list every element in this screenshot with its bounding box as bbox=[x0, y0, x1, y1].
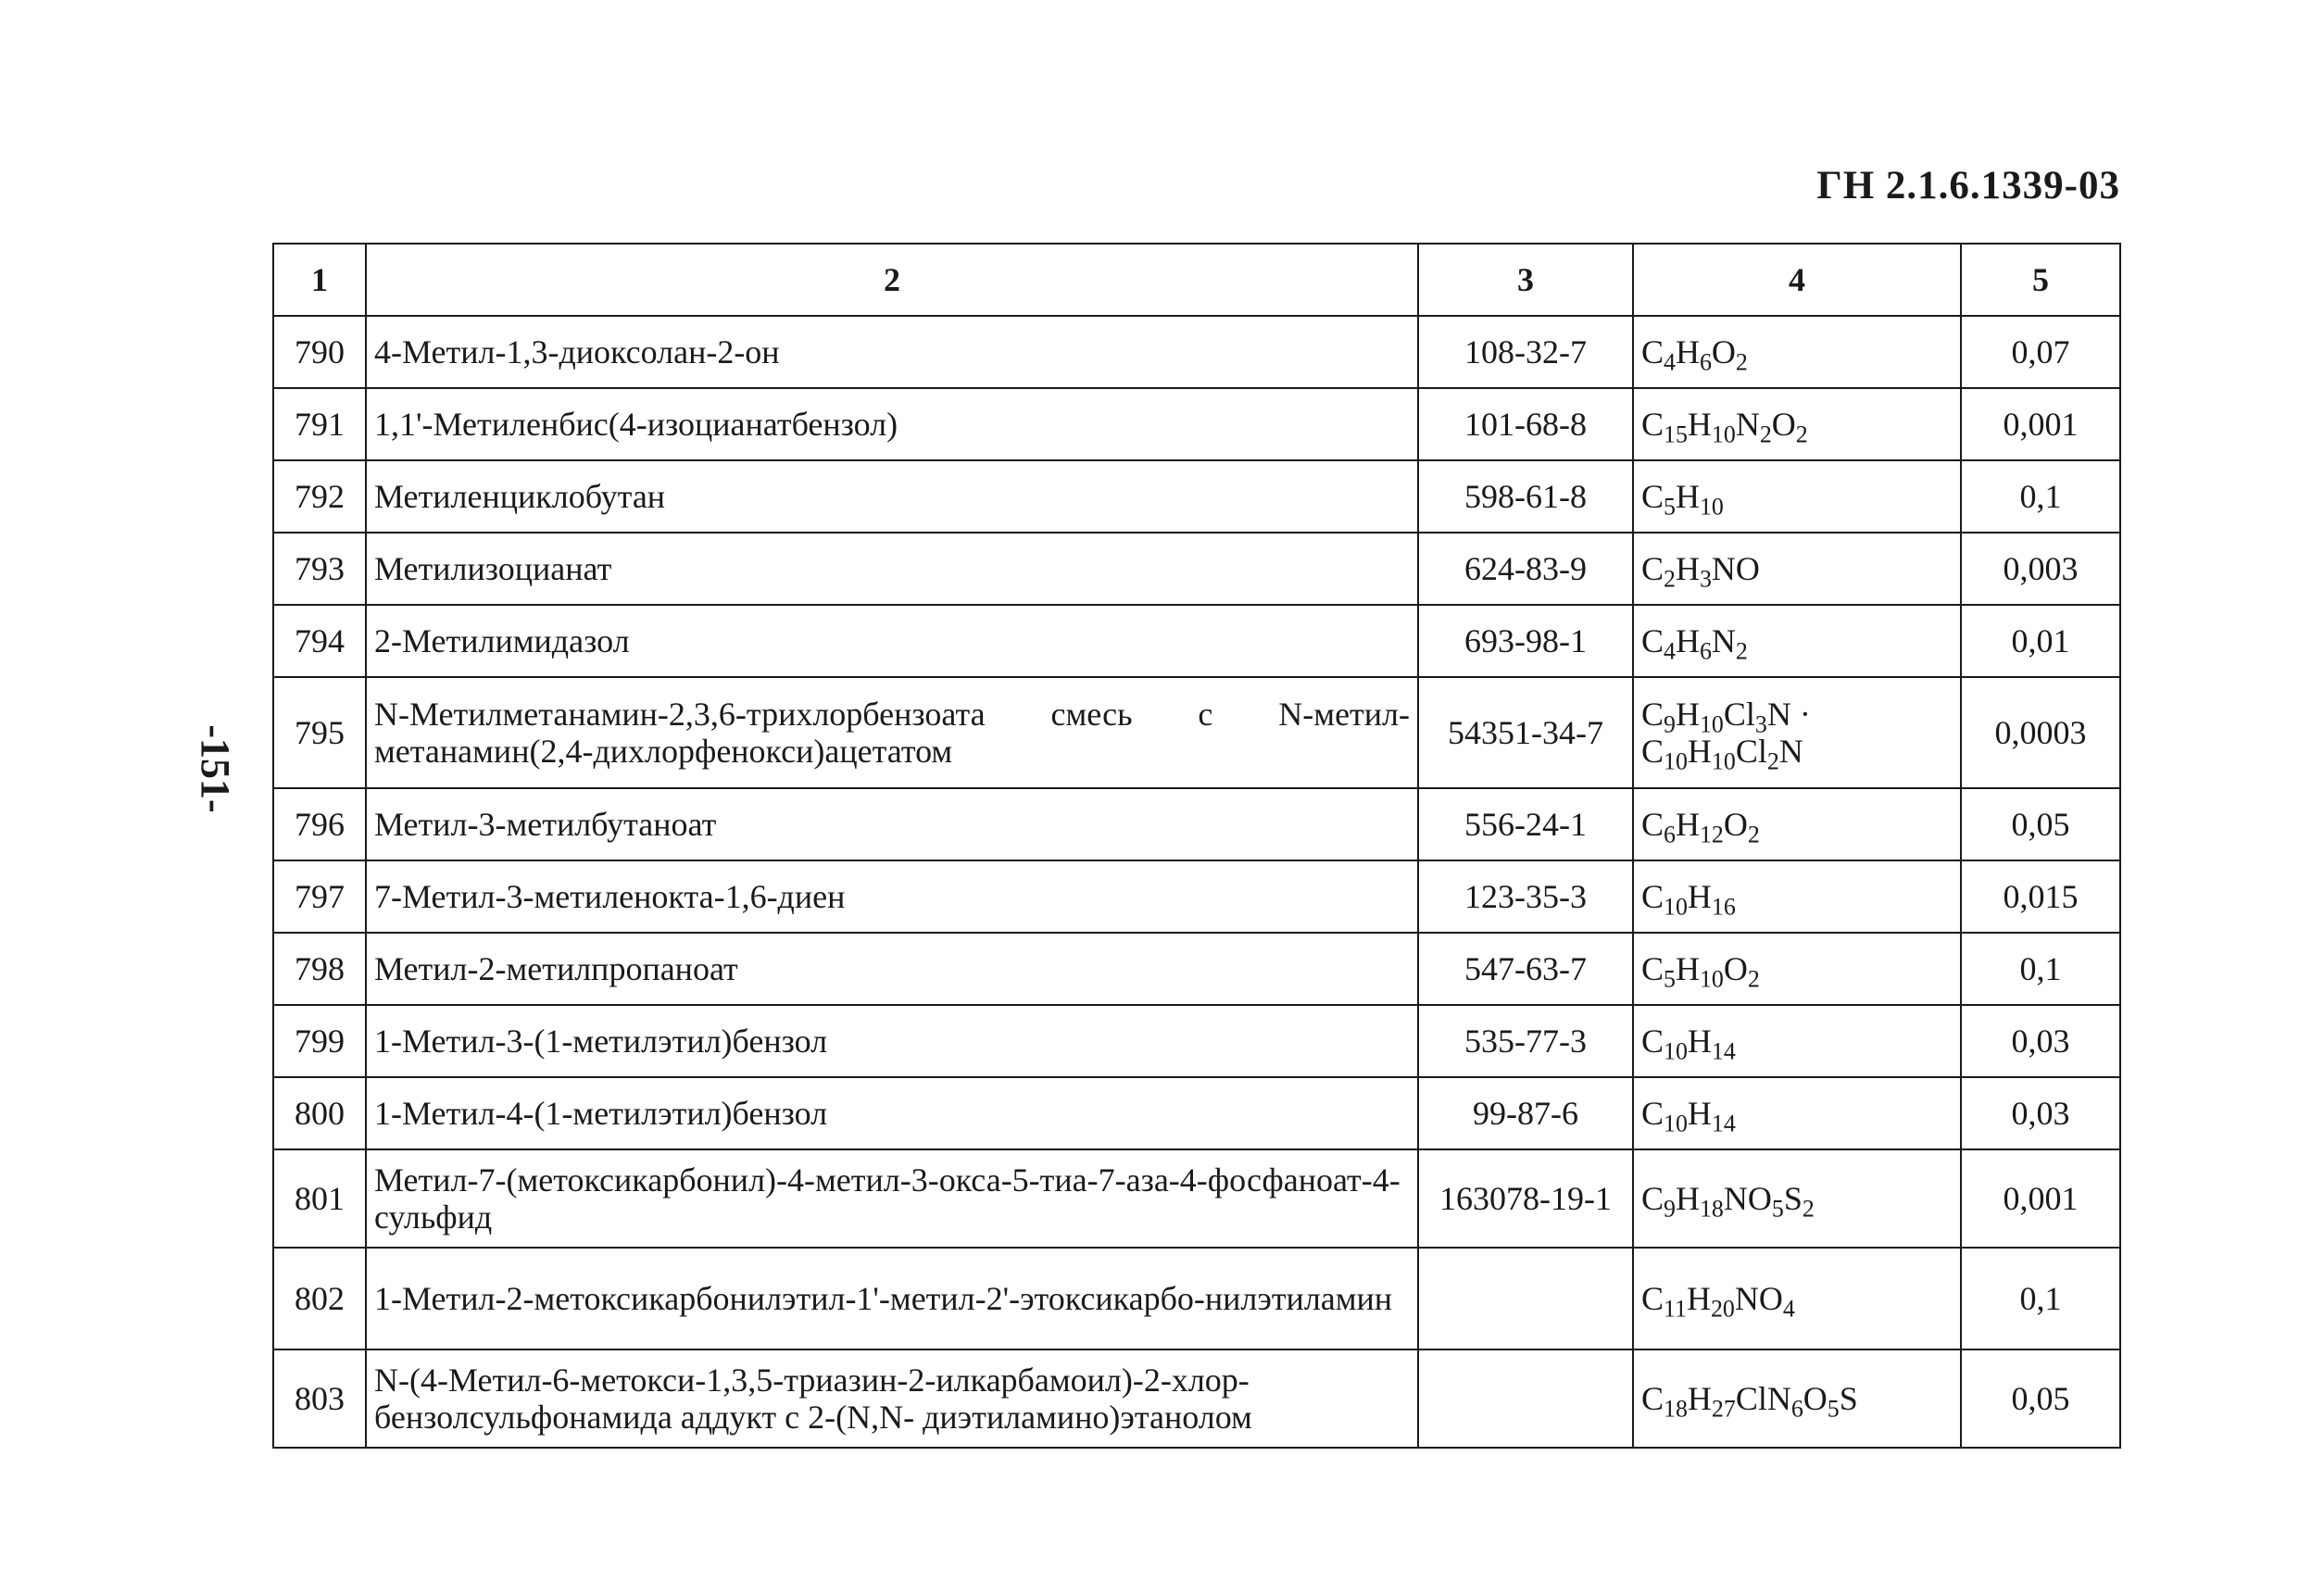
formula-text: C bbox=[1641, 1279, 1664, 1317]
formula-subscript: 2 bbox=[1664, 565, 1676, 593]
formula-text: C bbox=[1641, 733, 1664, 770]
substance-name: Метил-3-метилбутаноат bbox=[366, 788, 1418, 860]
limit-value: 0,07 bbox=[1961, 316, 2120, 388]
formula-text: S bbox=[1783, 1179, 1803, 1217]
formula-subscript: 27 bbox=[1711, 1395, 1736, 1423]
formula-text: N bbox=[1735, 405, 1760, 443]
formula-text: H bbox=[1675, 477, 1700, 515]
table-row bbox=[273, 460, 2120, 533]
header-row bbox=[273, 244, 2120, 316]
column-header-3: 3 bbox=[1418, 244, 1633, 316]
limit-value: 0,1 bbox=[1961, 460, 2120, 533]
formula-line bbox=[1641, 1094, 1953, 1137]
formula-text: N bbox=[1711, 621, 1736, 659]
chemical-formula bbox=[1633, 1248, 1961, 1349]
substance-name: 1-Метил-3-(1-метилэтил)бензол bbox=[366, 1005, 1418, 1077]
cas-number: 54351-34-7 bbox=[1418, 677, 1633, 788]
substance-name: Метилизоцианат bbox=[366, 533, 1418, 605]
formula-subscript: 2 bbox=[1735, 348, 1748, 376]
row-number: 800 bbox=[273, 1077, 366, 1149]
formula-subscript: 14 bbox=[1711, 1037, 1736, 1065]
substance-name: Метил-2-метилпропаноат bbox=[366, 933, 1418, 1005]
table-row bbox=[273, 605, 2120, 677]
formula-text: H bbox=[1687, 1022, 1712, 1060]
formula-subscript: 11 bbox=[1664, 1295, 1687, 1323]
cas-number: 693-98-1 bbox=[1418, 605, 1633, 677]
formula-subscript: 5 bbox=[1664, 965, 1676, 993]
row-number: 799 bbox=[273, 1005, 366, 1077]
formula-subscript: 10 bbox=[1711, 420, 1736, 448]
formula-subscript: 5 bbox=[1771, 1195, 1784, 1223]
formula-subscript: 9 bbox=[1664, 709, 1676, 737]
formula-text: H bbox=[1675, 805, 1700, 843]
formula-line bbox=[1641, 1179, 1953, 1223]
substance-name: 2-Метилимидазол bbox=[366, 605, 1418, 677]
formula-text: ClN bbox=[1735, 1379, 1791, 1417]
formula-subscript: 5 bbox=[1664, 493, 1676, 521]
chemical-formula bbox=[1633, 860, 1961, 933]
table-row bbox=[273, 533, 2120, 605]
cas-number: 99-87-6 bbox=[1418, 1077, 1633, 1149]
chemical-formula bbox=[1633, 1005, 1961, 1077]
chemical-formula bbox=[1633, 533, 1961, 605]
formula-line bbox=[1641, 733, 1953, 775]
formula-subscript: 2 bbox=[1795, 420, 1808, 448]
formula-subscript: 15 bbox=[1664, 420, 1688, 448]
substance-name: 4-Метил-1,3-диоксолан-2-он bbox=[366, 316, 1418, 388]
formula-text: C bbox=[1641, 1022, 1664, 1060]
column-header-4: 4 bbox=[1633, 244, 1961, 316]
formula-subscript: 20 bbox=[1710, 1295, 1735, 1323]
substance-name: 7-Метил-3-метиленокта-1,6-диен bbox=[366, 860, 1418, 933]
row-number: 801 bbox=[273, 1149, 366, 1248]
table-row bbox=[273, 316, 2120, 388]
formula-subscript: 12 bbox=[1699, 821, 1724, 848]
formula-text: H bbox=[1675, 621, 1700, 659]
formula-text: C bbox=[1641, 549, 1664, 587]
formula-subscript: 14 bbox=[1711, 1110, 1736, 1137]
formula-text: H bbox=[1675, 1179, 1700, 1217]
formula-text: Cl bbox=[1735, 733, 1767, 770]
formula-text: H bbox=[1687, 877, 1712, 915]
formula-text: N · bbox=[1766, 695, 1811, 733]
cas-number: 108-32-7 bbox=[1418, 316, 1633, 388]
table-body bbox=[273, 316, 2120, 1448]
formula-subscript: 18 bbox=[1699, 1195, 1724, 1223]
limit-value: 0,1 bbox=[1961, 1248, 2120, 1349]
formula-subscript: 6 bbox=[1664, 821, 1676, 848]
formula-text: H bbox=[1687, 405, 1712, 443]
row-number: 798 bbox=[273, 933, 366, 1005]
chemical-formula bbox=[1633, 388, 1961, 460]
formula-text: H bbox=[1687, 1094, 1712, 1132]
formula-text: H bbox=[1686, 1279, 1711, 1317]
formula-subscript: 10 bbox=[1699, 493, 1724, 521]
table-header bbox=[273, 244, 2120, 316]
formula-text: C bbox=[1641, 877, 1664, 915]
formula-subscript: 10 bbox=[1699, 709, 1724, 737]
row-number: 793 bbox=[273, 533, 366, 605]
formula-subscript: 2 bbox=[1802, 1195, 1815, 1223]
formula-subscript: 5 bbox=[1827, 1395, 1840, 1423]
formula-subscript: 2 bbox=[1747, 965, 1760, 993]
chemical-formula bbox=[1633, 605, 1961, 677]
formula-text: O bbox=[1723, 949, 1748, 987]
formula-text: NO bbox=[1723, 1179, 1772, 1217]
formula-line bbox=[1641, 477, 1953, 521]
formula-text: N bbox=[1778, 733, 1803, 770]
substance-name: Метил-7-(метоксикарбонил)-4-метил-3-окса-5-тиа-7-аза-4-фосфаноат-4-сульфид bbox=[366, 1149, 1418, 1248]
formula-subscript: 18 bbox=[1664, 1395, 1688, 1423]
formula-subscript: 9 bbox=[1664, 1195, 1676, 1223]
formula-line bbox=[1641, 877, 1953, 921]
cas-number: 624-83-9 bbox=[1418, 533, 1633, 605]
formula-text: H bbox=[1675, 333, 1700, 370]
formula-text: NO bbox=[1734, 1279, 1783, 1317]
formula-subscript: 16 bbox=[1711, 893, 1736, 921]
formula-subscript: 4 bbox=[1664, 637, 1676, 665]
formula-line bbox=[1641, 805, 1953, 848]
formula-subscript: 2 bbox=[1766, 747, 1779, 775]
table-row bbox=[273, 1149, 2120, 1248]
row-number: 790 bbox=[273, 316, 366, 388]
substance-name: N-Метилметанамин-2,3,6-трихлорбензоата смесь с N-метил-метанамин(2,4-дихлорфенокси)ацетатом bbox=[366, 677, 1418, 788]
formula-subscript: 10 bbox=[1664, 1110, 1688, 1137]
limit-value: 0,0003 bbox=[1961, 677, 2120, 788]
column-header-5: 5 bbox=[1961, 244, 2120, 316]
formula-text: H bbox=[1687, 733, 1712, 770]
limit-value: 0,003 bbox=[1961, 533, 2120, 605]
row-number: 796 bbox=[273, 788, 366, 860]
formula-line bbox=[1641, 1279, 1953, 1323]
formula-line bbox=[1641, 549, 1953, 593]
formula-text: O bbox=[1803, 1379, 1828, 1417]
chemical-formula bbox=[1633, 460, 1961, 533]
table-row bbox=[273, 1077, 2120, 1149]
table-row bbox=[273, 933, 2120, 1005]
table-row bbox=[273, 1349, 2120, 1448]
formula-subscript: 4 bbox=[1664, 348, 1676, 376]
formula-text: C bbox=[1641, 805, 1664, 843]
row-number: 802 bbox=[273, 1248, 366, 1349]
cas-number: 535-77-3 bbox=[1418, 1005, 1633, 1077]
formula-subscript: 6 bbox=[1790, 1395, 1803, 1423]
chemical-formula bbox=[1633, 1349, 1961, 1448]
chemical-formula bbox=[1633, 677, 1961, 788]
chemical-formula bbox=[1633, 788, 1961, 860]
cas-number: 163078-19-1 bbox=[1418, 1149, 1633, 1248]
formula-subscript: 10 bbox=[1664, 747, 1688, 775]
substances-table bbox=[272, 243, 2121, 1449]
formula-text: C bbox=[1641, 405, 1664, 443]
chemical-formula bbox=[1633, 1149, 1961, 1248]
table-row bbox=[273, 788, 2120, 860]
formula-line bbox=[1641, 949, 1953, 993]
formula-line bbox=[1641, 695, 1953, 737]
table-row bbox=[273, 388, 2120, 460]
chemical-formula bbox=[1633, 1077, 1961, 1149]
formula-subscript: 10 bbox=[1664, 1037, 1688, 1065]
limit-value: 0,05 bbox=[1961, 788, 2120, 860]
table-row bbox=[273, 1248, 2120, 1349]
limit-value: 0,001 bbox=[1961, 388, 2120, 460]
table-row bbox=[273, 677, 2120, 788]
limit-value: 0,03 bbox=[1961, 1005, 2120, 1077]
row-number: 794 bbox=[273, 605, 366, 677]
formula-text: H bbox=[1675, 549, 1700, 587]
formula-subscript: 2 bbox=[1759, 420, 1772, 448]
substance-name: N-(4-Метил-6-метокси-1,3,5-триазин-2-илкарбамоил)-2-хлор-бензолсульфонамида аддукт с 2-(N,N- диэтиламино)этанолом bbox=[366, 1349, 1418, 1448]
limit-value: 0,03 bbox=[1961, 1077, 2120, 1149]
formula-text: H bbox=[1675, 949, 1700, 987]
substance-name: 1-Метил-2-метоксикарбонилэтил-1'-метил-2'-этоксикарбо-нилэтиламин bbox=[366, 1248, 1418, 1349]
row-number: 797 bbox=[273, 860, 366, 933]
formula-line bbox=[1641, 333, 1953, 376]
chemical-formula bbox=[1633, 933, 1961, 1005]
column-header-2: 2 bbox=[366, 244, 1418, 316]
formula-text: S bbox=[1839, 1379, 1858, 1417]
cas-number: 101-68-8 bbox=[1418, 388, 1633, 460]
cas-number: 547-63-7 bbox=[1418, 933, 1633, 1005]
table-row bbox=[273, 860, 2120, 933]
formula-line bbox=[1641, 405, 1953, 448]
formula-line bbox=[1641, 621, 1953, 665]
formula-subscript: 3 bbox=[1699, 565, 1712, 593]
formula-text: C bbox=[1641, 1379, 1664, 1417]
row-number: 795 bbox=[273, 677, 366, 788]
formula-text: O bbox=[1711, 333, 1736, 370]
formula-subscript: 2 bbox=[1735, 637, 1748, 665]
formula-text: H bbox=[1675, 695, 1700, 733]
formula-text: C bbox=[1641, 333, 1664, 370]
limit-value: 0,015 bbox=[1961, 860, 2120, 933]
formula-subscript: 6 bbox=[1699, 348, 1712, 376]
formula-text: NO bbox=[1711, 549, 1760, 587]
cas-number: 598-61-8 bbox=[1418, 460, 1633, 533]
formula-text: C bbox=[1641, 949, 1664, 987]
formula-text: C bbox=[1641, 621, 1664, 659]
limit-value: 0,001 bbox=[1961, 1149, 2120, 1248]
cas-number bbox=[1418, 1248, 1633, 1349]
limit-value: 0,05 bbox=[1961, 1349, 2120, 1448]
formula-text: H bbox=[1687, 1379, 1712, 1417]
page-number: -151- bbox=[193, 724, 238, 813]
limit-value: 0,01 bbox=[1961, 605, 2120, 677]
formula-text: O bbox=[1771, 405, 1796, 443]
formula-subscript: 10 bbox=[1664, 893, 1688, 921]
substance-name: 1,1'-Метиленбис(4-изоцианатбензол) bbox=[366, 388, 1418, 460]
cas-number bbox=[1418, 1349, 1633, 1448]
formula-text: Cl bbox=[1723, 695, 1755, 733]
formula-line bbox=[1641, 1022, 1953, 1065]
cas-number: 556-24-1 bbox=[1418, 788, 1633, 860]
formula-text: C bbox=[1641, 477, 1664, 515]
row-number: 792 bbox=[273, 460, 366, 533]
formula-subscript: 10 bbox=[1699, 965, 1724, 993]
formula-text: C bbox=[1641, 695, 1664, 733]
column-header-1: 1 bbox=[273, 244, 366, 316]
formula-subscript: 2 bbox=[1747, 821, 1760, 848]
substance-name: Метиленциклобутан bbox=[366, 460, 1418, 533]
chemical-formula bbox=[1633, 316, 1961, 388]
document-code: ГН 2.1.6.1339-03 bbox=[1816, 164, 2120, 207]
row-number: 791 bbox=[273, 388, 366, 460]
formula-subscript: 10 bbox=[1711, 747, 1736, 775]
formula-subscript: 3 bbox=[1754, 709, 1767, 737]
row-number: 803 bbox=[273, 1349, 366, 1448]
formula-text: O bbox=[1723, 805, 1748, 843]
formula-text: C bbox=[1641, 1094, 1664, 1132]
table-row bbox=[273, 1005, 2120, 1077]
formula-text: C bbox=[1641, 1179, 1664, 1217]
formula-line bbox=[1641, 1379, 1953, 1423]
formula-subscript: 6 bbox=[1699, 637, 1712, 665]
cas-number: 123-35-3 bbox=[1418, 860, 1633, 933]
formula-subscript: 4 bbox=[1782, 1295, 1795, 1323]
substance-name: 1-Метил-4-(1-метилэтил)бензол bbox=[366, 1077, 1418, 1149]
limit-value: 0,1 bbox=[1961, 933, 2120, 1005]
